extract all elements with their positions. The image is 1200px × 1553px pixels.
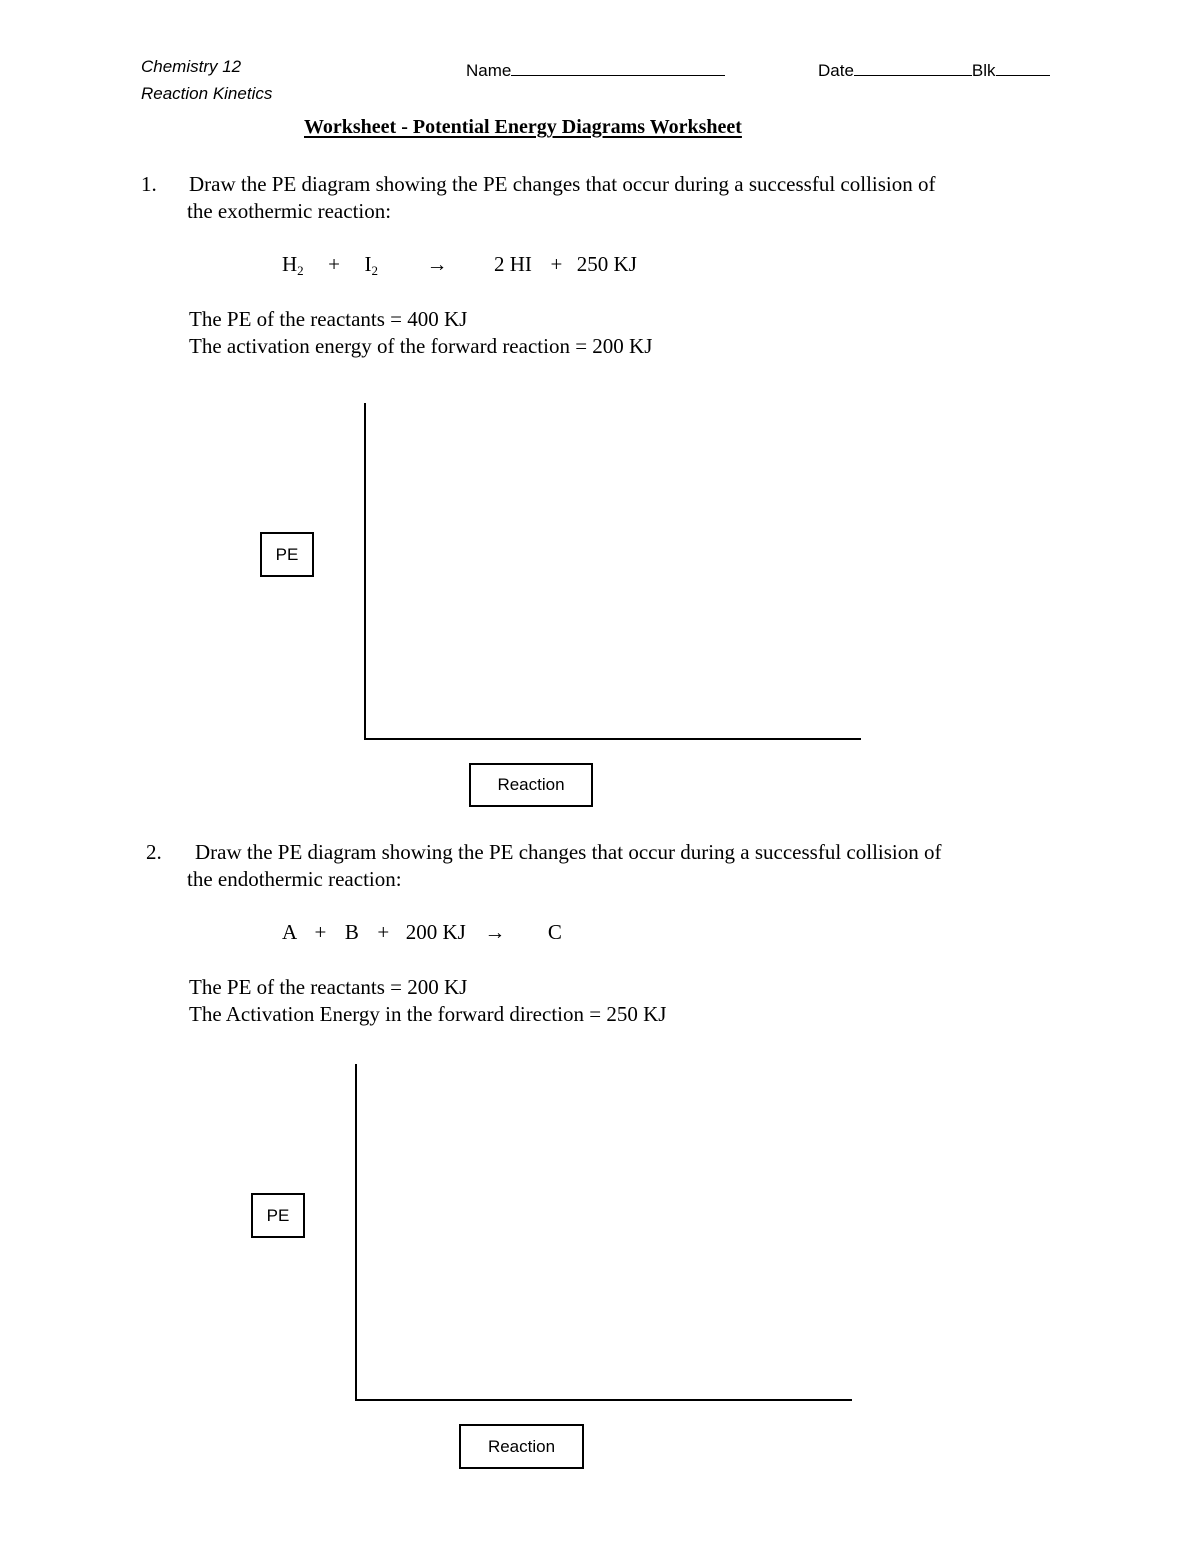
eq1-arrow: → [426, 252, 448, 276]
question-2-prompt-line2: the endothermic reaction: [187, 867, 402, 891]
diagram-2-reaction-label: Reaction [459, 1424, 584, 1469]
question-1-given1: The PE of the reactants = 400 KJ [189, 307, 468, 331]
eq1-plus2: + [550, 252, 563, 276]
page-title-text: Worksheet - Potential Energy Diagrams Worksheet [304, 116, 742, 138]
title-underline-pad [742, 116, 815, 139]
question-2-number: 2. [146, 840, 162, 864]
question-1-prompt-line1: Draw the PE diagram showing the PE changes that occur during a successful collision of [189, 172, 936, 196]
question-1-prompt-line2: the exothermic reaction: [187, 199, 392, 223]
eq2-plus1: + [314, 920, 327, 944]
diagram-1-reaction-label: Reaction [469, 763, 593, 807]
diagram-1-x-axis [364, 738, 861, 740]
name-blank[interactable] [511, 57, 725, 76]
eq2-reactant2: B [344, 920, 359, 944]
eq1-plus1: + [328, 252, 341, 276]
page-title [304, 116, 815, 139]
eq2-arrow: → [484, 920, 506, 944]
diagram-2-y-axis [355, 1064, 357, 1401]
question-2-equation [282, 919, 562, 946]
course-label: Chemistry 12 [141, 57, 242, 76]
question-2-given1: The PE of the reactants = 200 KJ [189, 975, 468, 999]
eq1-reactant2-sub: 2 [371, 263, 379, 278]
diagram-1-pe-label: PE [260, 532, 314, 577]
eq1-reactant2: I [364, 252, 372, 276]
name-field [466, 57, 725, 81]
name-label: Name [466, 61, 512, 80]
block-label: Blk [971, 61, 996, 80]
diagram-1-y-axis [364, 403, 366, 740]
diagram-2-x-axis [355, 1399, 852, 1401]
unit-label: Reaction Kinetics [141, 84, 273, 103]
eq1-energy: 250 KJ [576, 252, 637, 276]
question-2-prompt-line1: Draw the PE diagram showing the PE changes that occur during a successful collision of [195, 840, 942, 864]
eq1-product: 2 HI [494, 252, 532, 276]
eq1-reactant1-sub: 2 [297, 263, 304, 278]
question-1-equation [282, 251, 637, 284]
eq2-reactant1: A [282, 920, 297, 944]
eq2-plus2: + [377, 920, 390, 944]
date-label: Date [818, 61, 854, 80]
question-1-number: 1. [141, 172, 157, 196]
question-2-given2: The Activation Energy in the forward direction = 250 KJ [189, 1002, 667, 1026]
date-field [818, 57, 1050, 81]
eq2-product: C [547, 920, 562, 944]
eq2-energy: 200 KJ [405, 920, 466, 944]
question-1-given2: The activation energy of the forward reaction = 200 KJ [189, 334, 653, 358]
block-blank[interactable] [996, 57, 1050, 76]
eq1-reactant1: H [282, 252, 298, 276]
date-blank[interactable] [854, 57, 972, 76]
diagram-2-pe-label: PE [251, 1193, 305, 1238]
